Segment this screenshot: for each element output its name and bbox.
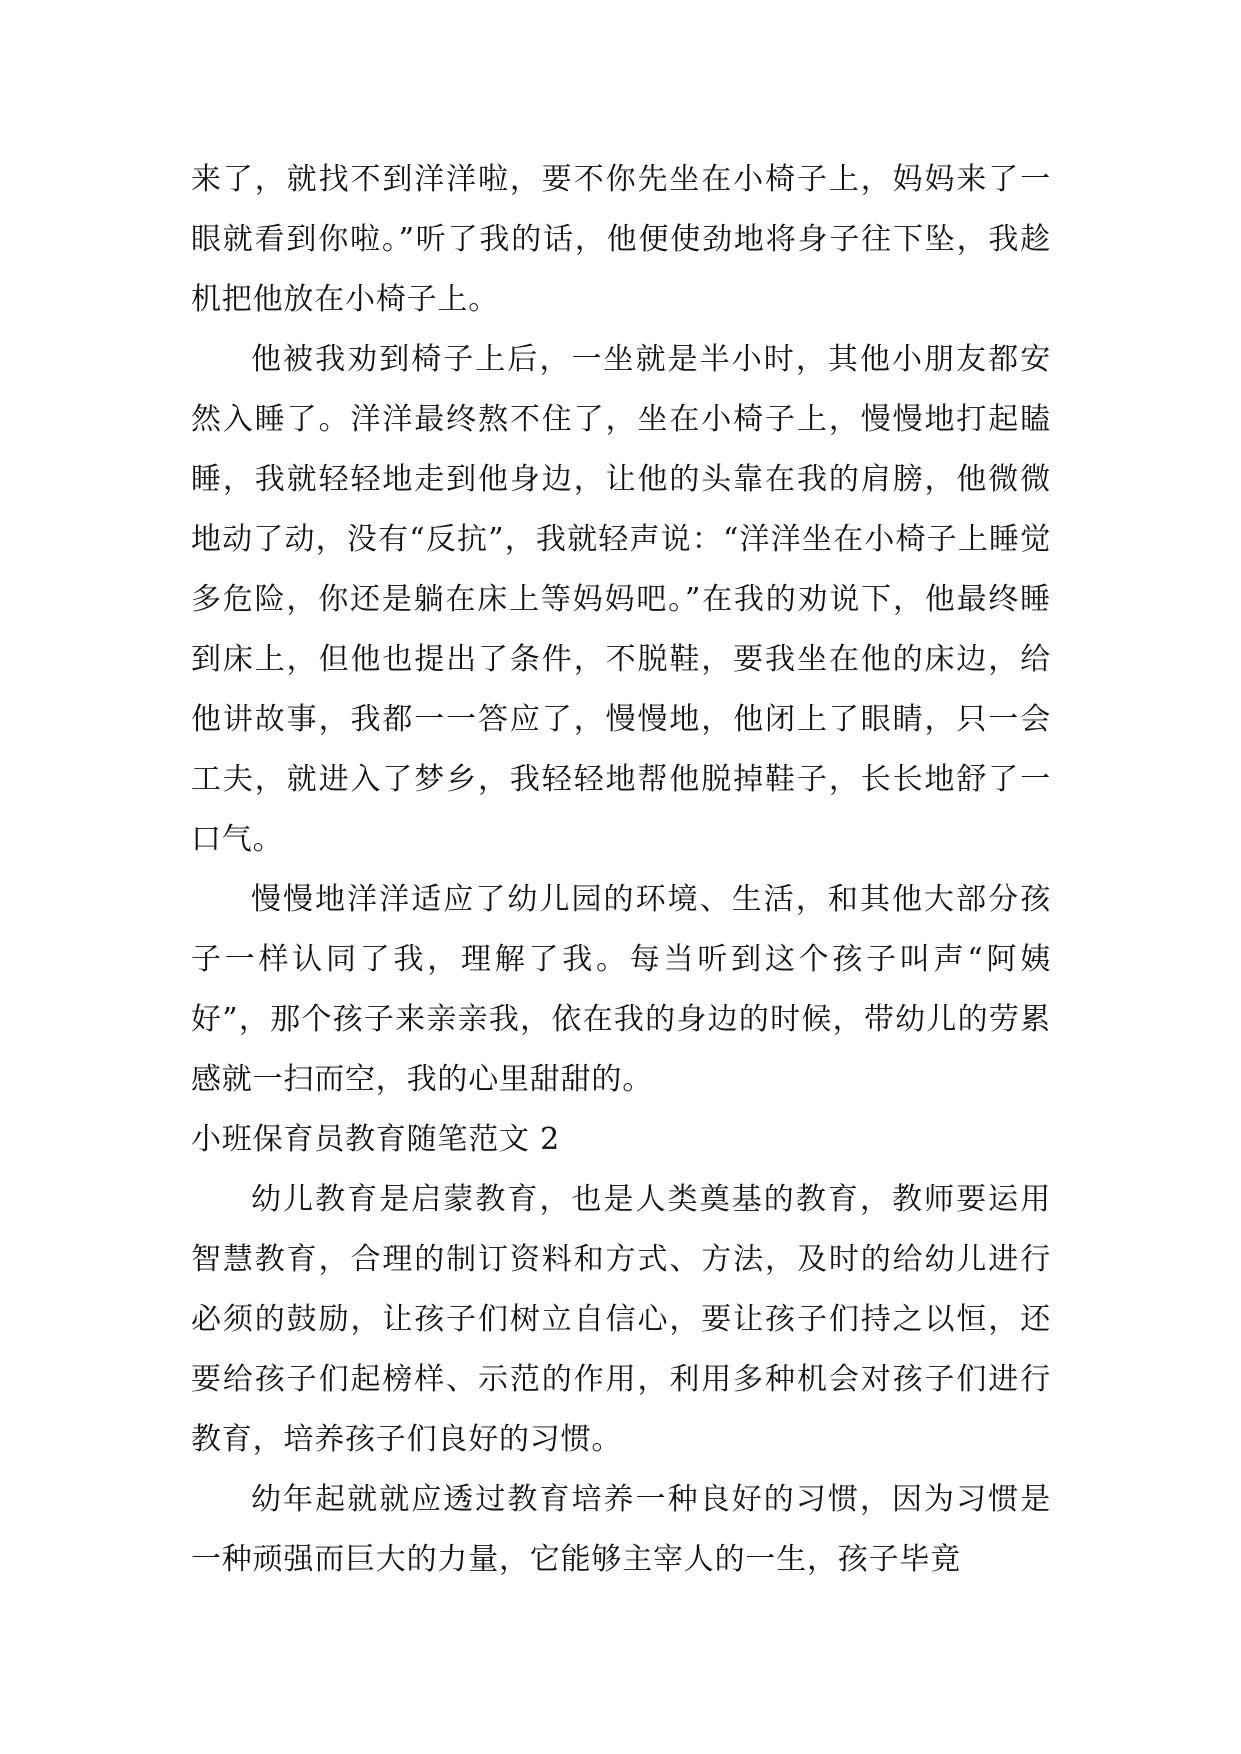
paragraph-2: 他被我劝到椅子上后，一坐就是半小时，其他小朋友都安然入睡了。洋洋最终熬不住了，坐在小椅子上，慢慢地打起瞌睡，我就轻轻地走到他身边，让他的头靠在我的肩膀，他微微地动了动，没有“反抗”，我就轻声说：“洋洋坐在小椅子上睡觉多危险，你还是躺在床上等妈妈吧。”在我的劝说下，他最终睡到床上，但他也提出了条件，不脱鞋，要我坐在他的床边，给他讲故事，我都一一答应了，慢慢地，他闭上了眼睛，只一会工夫，就进入了梦乡，我轻轻地帮他脱掉鞋子，长长地舒了一口气。 — [191, 342, 1051, 857]
paragraph-4: 幼儿教育是启蒙教育，也是人类奠基的教育，教师要运用智慧教育，合理的制订资料和方式、方法，及时的给幼儿进行必须的鼓励，让孩子们树立自信心，要让孩子们持之以恒，还要给孩子们起榜样、示范的作用，利用多种机会对孩子们进行教育，培养孩子们良好的习惯。 — [191, 1182, 1051, 1457]
paragraph-1: 来了，就找不到洋洋啦，要不你先坐在小椅子上，妈妈来了一眼就看到你啦。”听了我的话，他便使劲地将身子往下坠，我趁机把他放在小椅子上。 — [191, 162, 1051, 317]
section-heading: 小班保育员教育随笔范文 2 — [191, 1122, 561, 1157]
paragraph-3: 慢慢地洋洋适应了幼儿园的环境、生活，和其他大部分孩子一样认同了我，理解了我。每当听到这个孩子叫声“阿姨好”，那个孩子来亲亲我，依在我的身边的时候，带幼儿的劳累感就一扫而空，我的心里甜甜的。 — [191, 882, 1051, 1097]
paragraph-5: 幼年起就就应透过教育培养一种良好的习惯，因为习惯是一种顽强而巨大的力量，它能够主宰人的一生，孩子毕竟 — [191, 1482, 1051, 1577]
document-page — [191, 150, 1051, 1590]
